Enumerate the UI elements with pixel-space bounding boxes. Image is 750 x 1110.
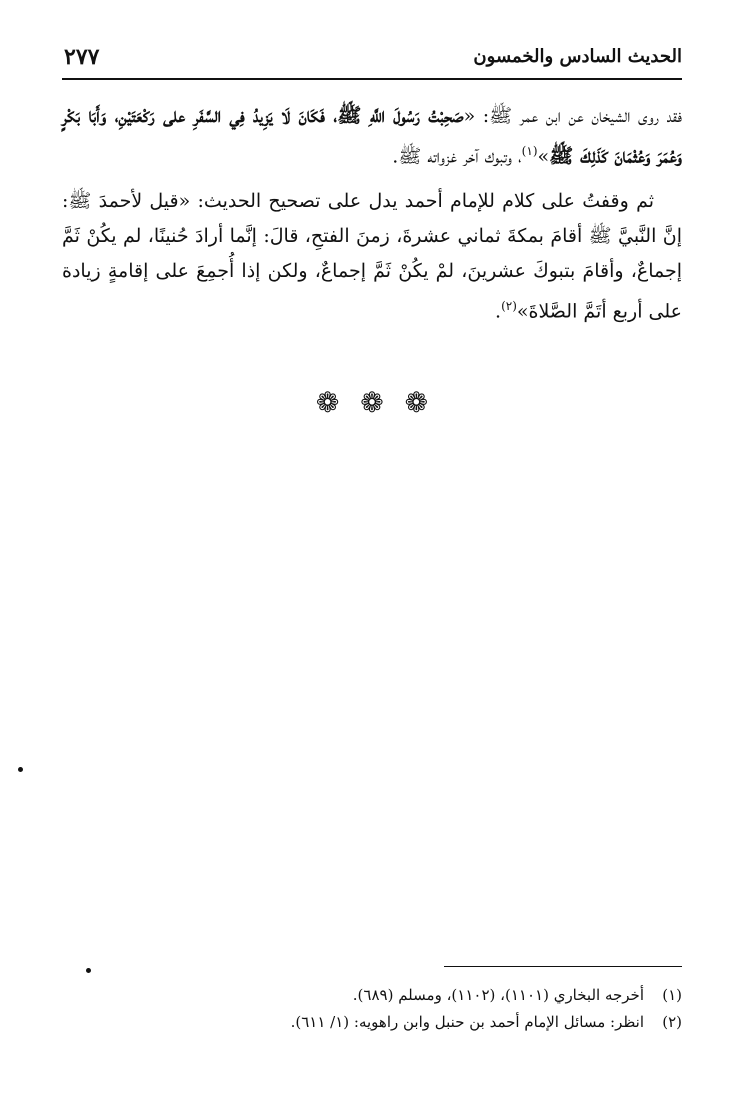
footnote-number: (١) — [662, 986, 682, 1004]
footnote-text: أخرجه البخاري (١١٠١)، (١١٠٢)، ومسلم (٦٨٩). — [352, 986, 644, 1004]
section-separator: ❁ ❁ ❁ — [315, 386, 435, 419]
footnote-text: انظر: مسائل الإمام أحمد بن حنبل وابن راهويه: (١/ ٦١١). — [290, 1013, 644, 1031]
footnotes — [62, 982, 682, 1036]
footnote-2 — [62, 1009, 682, 1036]
stray-mark-1 — [18, 767, 23, 772]
page-number: ٢٧٧ — [64, 44, 100, 70]
footnote-number: (٢) — [662, 1013, 682, 1031]
paragraph-1 — [62, 98, 682, 174]
header-rule — [62, 78, 682, 80]
paragraph-2-tail: . — [495, 300, 502, 323]
stray-mark-2 — [86, 968, 91, 973]
paragraph-2-text: ثم وقفتُ على كلام للإمام أحمد يدل على تصحيح الحديث: «قيل لأحمدَ ﷺ: إنَّ النَّبيَّ ﷺ أقامَ بمكةَ ثماني عشرةَ، زمنَ الفتحِ، قالَ: إنَّما أرادَ حُنينًا، لم يكُنْ ثَمَّ إجماعٌ، وأقامَ بتبوكَ عشرينَ، لمْ يكُنْ ثَمَّ إجماعٌ، ولكن إذا أُجمِعَ على إقامةٍ زيادة على أربع أتَمَّ الصَّلاةَ» — [62, 190, 682, 323]
quote-close: » — [537, 145, 550, 168]
footnote-ref-1: (١) — [521, 144, 538, 158]
page-header — [62, 40, 682, 74]
paragraph-1-tail: ، وتبوك آخر غزواته ﷺ. — [392, 145, 522, 168]
hadith-quote: صَحِبْتُ رَسُولَ اللَّهِ ﷺ، فَكَانَ لَا يَزِيدُ فِي السَّفَرِ على رَكْعَتَيْنِ، وَأَبَا بَكْرٍ وَعُمَرَ وَعُثْمَانَ كَذَلِكَ ﷺ — [62, 103, 682, 168]
footnote-ref-2: (٢) — [501, 299, 517, 314]
paragraph-2 — [62, 184, 682, 329]
running-title: الحديث السادس والخمسون — [473, 46, 682, 67]
main-text — [62, 98, 682, 340]
paragraph-1-intro: فقد روى الشيخان عن ابن عمر ﷺ: « — [463, 105, 682, 127]
footnote-1 — [62, 982, 682, 1009]
footnote-rule — [444, 966, 682, 967]
